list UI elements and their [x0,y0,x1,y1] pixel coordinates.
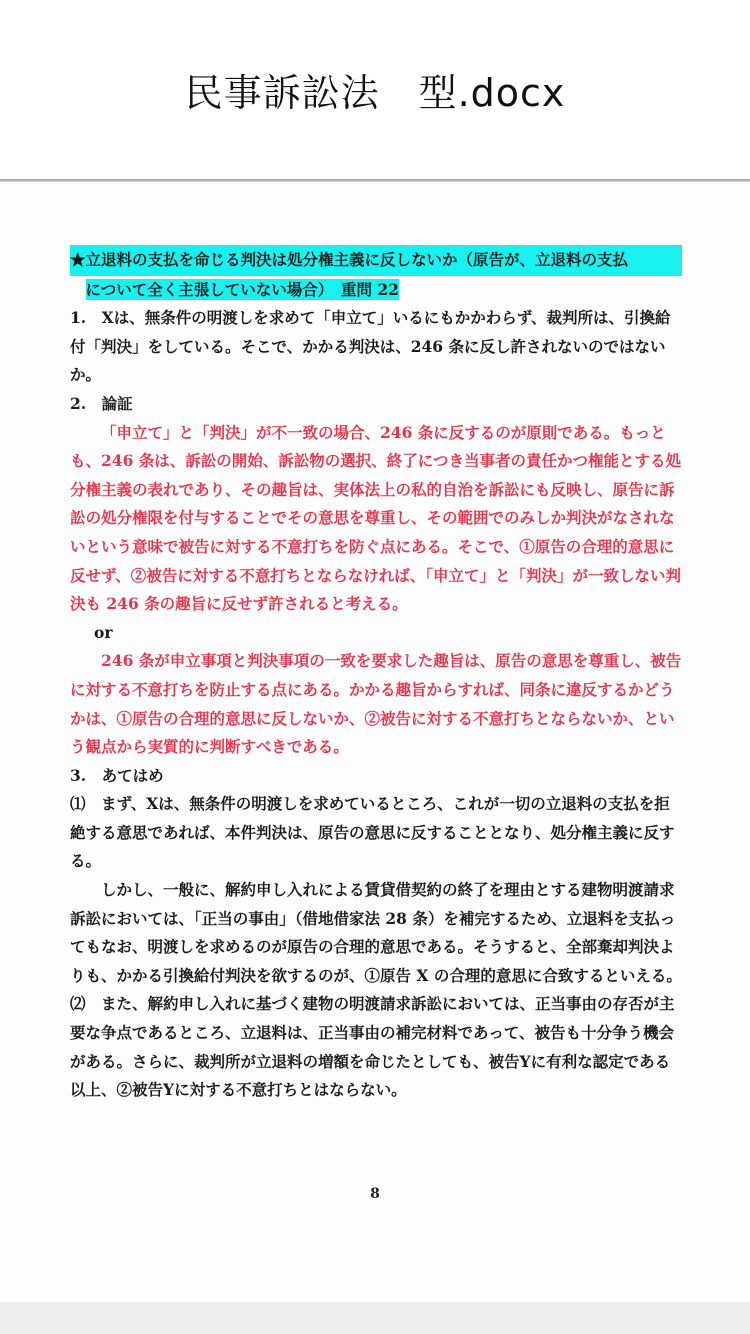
atehame-paragraph-2: しかし、一般に、解約申し入れによる賃貸借契約の終了を理由とする建物明渡請求訴訟においては、「正当の事由」（借地借家法 28 条）を補完するため、立退料を支払ってもなお、明渡しを求めるのが原告の合理的意思である。そうすると、全部棄却判決よりも、かかる引換給付判決を欲するのが、①原告 X の合理的意思に合致するといえる。 [70,880,682,985]
atehame-paragraph-3: ⑵ また、解約申し入れに基づく建物の明渡請求訴訟においては、正当事由の存否が主要な争点であるところ、立退料は、正当事由の補完材料であって、被告も十分争う機会がある。さらに、裁判所が立退料の増額を命じたとしても、被告Yに有利な認定である以上、②被告Yに対する不意打ちとはならない。 [70,994,675,1100]
section-2-heading: 2. 論証 [70,393,133,413]
ronsho-paragraph-2: 246 条が申立事項と判決事項の一致を要求した趣旨は、原告の意思を尊重し、被告に対する不意打ちを防止する点にある。かかる趣旨からすれば、同条に違反するかどうかは、①原告の合理的意思に反しないか、②被告に対する不意打ちとならないか、という観点から実質的に判断すべきである。 [70,651,682,757]
highlighted-heading-line-1: ★立退料の支払を命じる判決は処分権主義に反しないか（原告が、立退料の支払 [70,245,682,276]
section-heading [70,245,682,304]
section-1-paragraph: 1. Xは、無条件の明渡しを求めて「申立て」いるにもかかわらず、裁判所は、引換給付「判決」をしている。そこで、かかる判決は、246 条に反し許されないのではないか。 [70,308,671,385]
document-header [0,0,750,180]
page-number: 8 [370,1186,380,1202]
ronsho-paragraph-1: 「申立て」と「判決」が不一致の場合、246 条に反するのが原則である。もっとも、246 条は、訴訟の開始、訴訟物の選択、終了につき当事者の責任かつ権能とする処分権主義の表れであり、その趣旨は、実体法上の私的自治を訴訟にも反映し、原告に訴訟の処分権限を付与することでその意思を尊重し、その範囲でのみしか判決がなされないという意味で被告に対する不意打ちを防ぐ点にある。そこで、①原告の合理的意思に反せず、②被告に対する不意打ちとならなければ、「申立て」と「判決」が一致しない判決も 246 条の趣旨に反せず許されると考える。 [70,422,682,614]
atehame-paragraph-1: ⑴ まず、Xは、無条件の明渡しを求めているところ、これが一切の立退料の支払を拒絶する意思であれば、本件判決は、原告の意思に反することとなり、処分権主義に反する。 [70,794,675,871]
bottom-bar [0,1302,750,1334]
highlighted-heading-line-2: について全く主張していない場合） 重問 22 [85,279,399,299]
section-3-heading: 3. あてはめ [70,765,164,785]
or-separator: or [94,622,113,642]
document-title: 民事訴訟法 型.docx [184,70,566,115]
document-content [70,245,682,1105]
